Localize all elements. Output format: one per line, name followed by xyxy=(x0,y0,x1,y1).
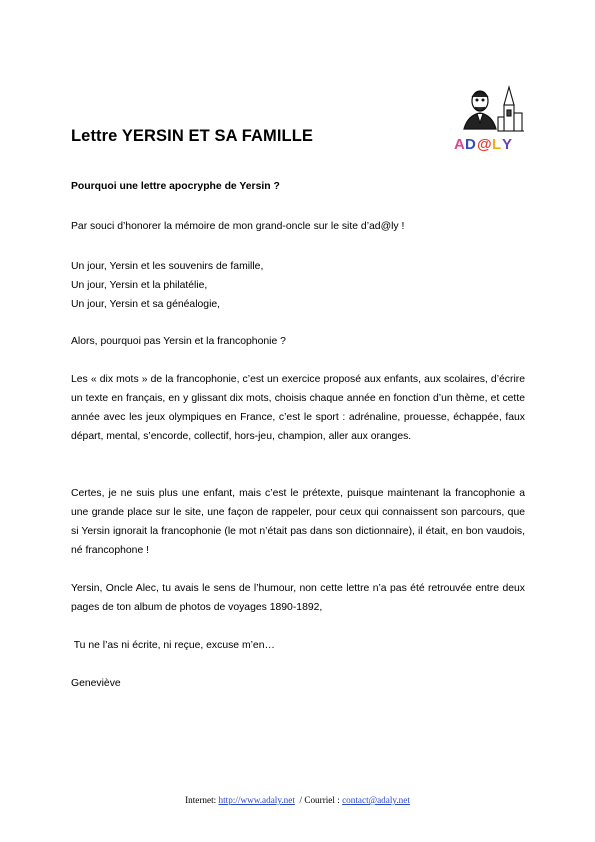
paragraph-text: Les « dix mots » de la francophonie, c’est un exercice proposé aux enfants, aux scolaires, d’écrire un texte en français, en y glissant dix mots, choisis chaque année en fonction d’un thème, et cette année avec les jeux olympiques en France, c’est le sport : adrénaline, prouesse, échappée, faux départ, mental, s’encorde, collectif, hors-jeu, champion, aller aux oranges. xyxy=(71,374,525,442)
page-title: Lettre YERSIN ET SA FAMILLE xyxy=(71,127,313,145)
church-tower-icon xyxy=(498,87,524,131)
list-item: Un jour, Yersin et sa généalogie, xyxy=(71,299,221,310)
logo-letter-l: L xyxy=(492,136,502,153)
footer-separator: / Courriel : xyxy=(294,795,343,805)
paragraph-excuse: Tu ne l’as ni écrite, ni reçue, excuse m’en… xyxy=(71,640,275,651)
subtitle: Pourquoi une lettre apocryphe de Yersin ? xyxy=(71,181,280,192)
adaly-logo-icon xyxy=(446,83,530,157)
paragraph-text: Certes, je ne suis plus une enfant, mais c’est le prétexte, puisque maintenant la francophonie a une grande place sur le site, une façon de rappeler, pour ceux qui connaissent son parcours, que si Yersin ignorait la francophonie (le mot n’était pas dans son dictionnaire), il était, en bon vaudois, né francophone ! xyxy=(71,488,525,556)
list-item: Un jour, Yersin et la philatélie, xyxy=(71,280,208,291)
logo-letter-y: Y xyxy=(502,136,513,153)
paragraph-question: Alors, pourquoi pas Yersin et la francophonie ? xyxy=(71,336,286,347)
paragraph-dix-mots xyxy=(71,370,525,446)
logo-letter-a: A xyxy=(454,136,465,153)
signature: Geneviève xyxy=(71,678,121,689)
email-link[interactable]: contact@adaly.net xyxy=(342,795,410,805)
portrait-icon xyxy=(464,91,496,129)
paragraph-humour xyxy=(71,579,525,617)
list-item: Un jour, Yersin et les souvenirs de famille, xyxy=(71,261,264,272)
paragraph-intro: Par souci d’honorer la mémoire de mon grand-oncle sur le site d’ad@ly ! xyxy=(71,221,405,232)
footer xyxy=(0,795,595,805)
logo-letter-d: D xyxy=(465,136,476,153)
footer-internet-label: Internet: xyxy=(185,795,219,805)
paragraph-francophonie xyxy=(71,484,525,560)
paragraph-text: Yersin, Oncle Alec, tu avais le sens de l’humour, non cette lettre n’a pas été retrouvée entre deux pages de ton album de photos de voyages 1890-1892, xyxy=(71,583,525,613)
logo-letter-at: @ xyxy=(477,136,492,153)
website-link[interactable]: http://www.adaly.net xyxy=(218,795,295,805)
